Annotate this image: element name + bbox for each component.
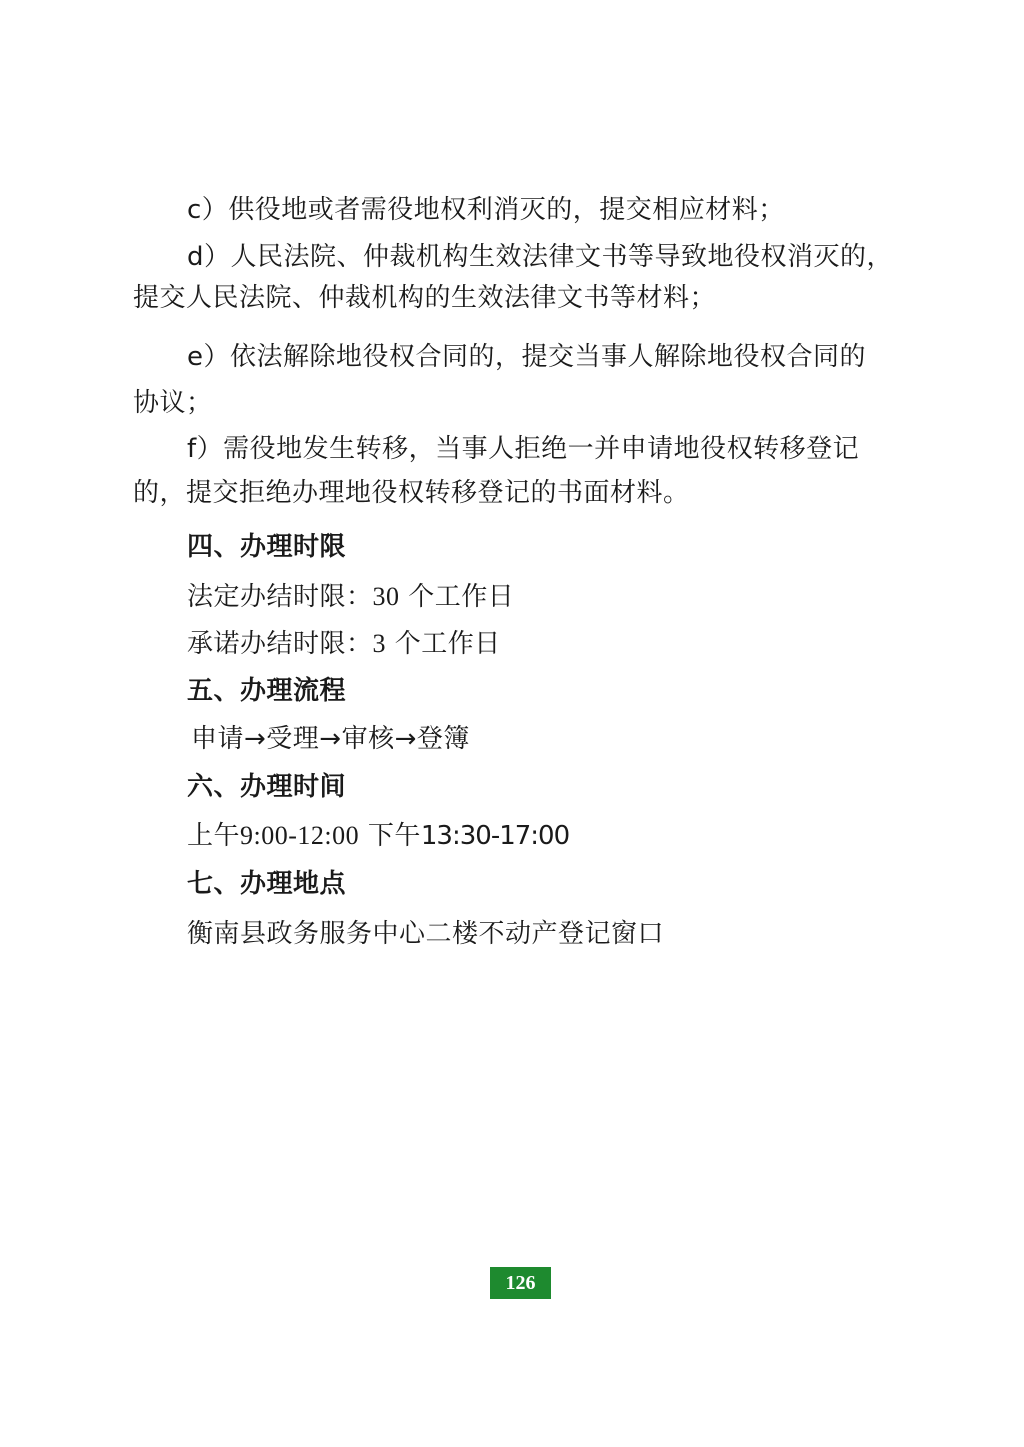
paragraph-e-line-2: 协议； <box>133 388 213 418</box>
office-address: 衡南县政务服务中心二楼不动产登记窗口 <box>187 919 665 949</box>
promise-time-limit-value: 3 <box>372 629 387 658</box>
paragraph-f-line-2: 的，提交拒绝办理地役权转移登记的书面材料。 <box>133 478 690 508</box>
section-heading-location: 七、办理地点 <box>187 869 347 899</box>
afternoon-label: 下午 <box>359 821 421 851</box>
afternoon-hours: 13:30-17:00 <box>420 821 570 851</box>
paragraph-d-line-2: 提交人民法院、仲裁机构的生效法律文书等材料； <box>133 283 717 313</box>
section-heading-process: 五、办理流程 <box>187 676 347 706</box>
promise-time-limit <box>187 629 501 659</box>
paragraph-c-line-1: c）供役地或者需役地权利消灭的，提交相应材料； <box>187 195 785 225</box>
paragraph-d-line-1: d）人民法院、仲裁机构生效法律文书等导致地役权消灭的， <box>187 242 894 272</box>
legal-time-limit-unit: 个工作日 <box>399 582 515 612</box>
morning-hours: 9:00-12:00 <box>240 821 360 850</box>
promise-time-limit-label: 承诺办结时限： <box>187 629 373 659</box>
page-number-badge: 126 <box>490 1267 551 1299</box>
legal-time-limit-label: 法定办结时限： <box>187 582 373 612</box>
process-flow: 申请→受理→审核→登簿 <box>191 724 470 754</box>
paragraph-f-line-1: f）需役地发生转移，当事人拒绝一并申请地役权转移登记 <box>187 434 860 464</box>
paragraph-e-line-1: e）依法解除地役权合同的，提交当事人解除地役权合同的 <box>187 342 866 372</box>
office-hours <box>187 821 569 851</box>
section-heading-hours: 六、办理时间 <box>187 772 347 802</box>
legal-time-limit-value: 30 <box>372 582 400 611</box>
section-heading-time-limit: 四、办理时限 <box>187 532 347 562</box>
legal-time-limit <box>187 582 514 612</box>
morning-label: 上午 <box>187 821 241 851</box>
promise-time-limit-unit: 个工作日 <box>386 629 501 659</box>
